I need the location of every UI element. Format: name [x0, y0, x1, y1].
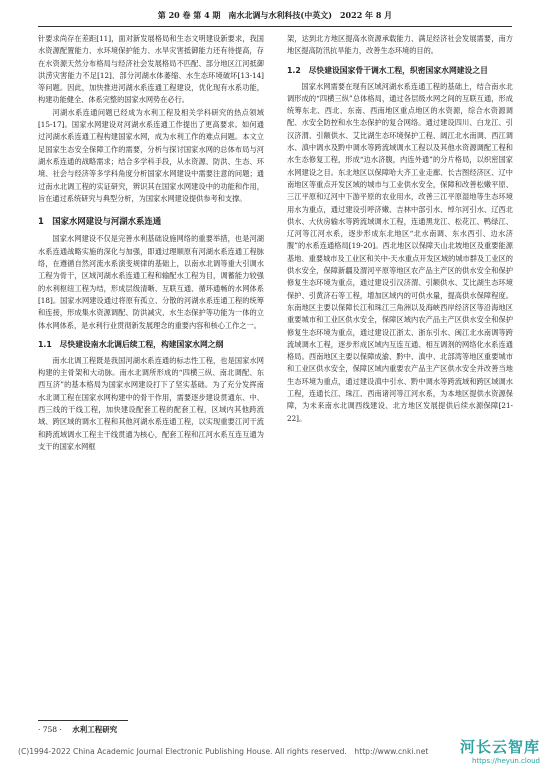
running-header: 第 20 卷 第 4 期 南水北调与水利科技(中英文) 2022 年 8 月	[157, 10, 393, 20]
watermark-logo: 河长云智库	[459, 738, 540, 756]
paragraph: 南水北调工程既是我国河湖水系连通的标志性工程，也是国家水网构建的主骨架和大动脉。南水北调所形成的“四横三纵、南北调配、东西互济”的基本格局为国家水网建设打下了坚实基础。为了充分发挥南水北调工程在国家水网构建中的骨干作用，需要逐步建设贯通东、中、西三线的干线工程，加快建设配套工程的配套工程，区域内其他跨流域、跨区域的调水工程和其他河湖水系连通工程，以实现重要江河干流和跨流域调水工程主干线贯通为核心，配套工程和江河水系互连互通为支干的国家水网框	[38, 355, 264, 451]
paragraph: 针要求尚存在差距[11]，面对新发展格局和生态文明建设新要求，我国水资源配置能力、水环境保护能力、水旱灾害抵御能力还有待提高，存在水资源天然分布格局与经济社会发展格局不匹配、部分地区江河抵御洪涝灾害能力不足[12]、部分河湖水体萎缩、水生态环境破坏[13-14]等问题。因此，加快推进河湖水系连通工程建设，优化现有水系功能，构建功能健全、体系完整的国家水网势在必行。	[38, 34, 264, 105]
page-footer	[38, 724, 117, 735]
header-rule	[38, 26, 512, 27]
left-column	[38, 33, 264, 453]
paragraph: 架，达到北方地区提高水资源承载能力、满足经济社会发展需要，南方地区提高防汛抗旱能力，改善生态环境的目的。	[287, 34, 513, 56]
right-column	[287, 33, 513, 425]
journal-name: 水利工程研究	[72, 725, 118, 734]
paragraph: 国家水网需要在现有区域河湖水系连通工程的基础上，结合南水北调形成的“四横三纵”总体格局，通过各层级水网之间的互联互通，形成统筹东北、西北、东南、西南地区重点地区的水资源，综合水资源调配、水安全防控和水生态保护的复合网络。通过建设四川、白龙江、引汉济渭、引额供水、艾比湖生态环境保护工程、阔江北水南调、西江调水、滇中调水及黔中调水等跨流域调水工程以及其他水资源调配工程和水生态修复工程，形成“边水济腹，内连外通”的分片格局，以织密国家水网建设之目。东北地区以保障哈大齐工业走廊、长吉图经济区、辽中南地区等重点开发区域的城市与工业供水安全，保障和改善松嫩平原、三江平原和辽河中下游平原的农业用水，改善三江平原湿地等生态环境用水为重点，通过建设引呼济嫩、吉林中部引水、绰尔河引水、辽西北供水、大伙房输水等跨流域调水工程，连通黑龙江、松花江、鸭绿江、辽河等江河水系，逐步形成东北地区“北水南调、东水西引、边水济腹”的水系连通格局[19-20]。西北地区以保障天山北坡地区及重要能源基地、重要城市及工业区和关中-天水重点开发区域的城市群及工业区的供水安全，保障新疆及渭河平原等地区农产品主产区的供水安全和保护修复生态环境为重点，通过建设引汉济渭、引额供水、艾比湖生态环境保护、引黄济石等工程，增加区域内的可供水量，提高供水保障程度。东南地区主要以保障长江和珠江三角洲以及海峡西岸经济区等沿海地区重要城市和工业区供水安全，保障区域内农产品主产区供水安全和保护修复生态环境为重点，通过建设江浙太、浙东引水、闽江北水南调等跨流域调水工程，逐步形成区域内互连互通、相互调剂的网络化水系连通格局。西南地区主要以保障成渝、黔中、滇中、北部湾等地区重要城市和工业区供水安全，保障区域内重要农产品主产区供水安全并改善当地生态环境为重点，通过建设滇中引水、黔中调水等跨流域和跨区域调水工程，连通长江、珠江、西南诸河等江河水系，为本地区提供水资源保障，为未来南水北调西线建设、北方地区发展提供后续水源保障[21-22]。	[287, 81, 513, 423]
section-heading: 1 国家水网建设与河湖水系连通	[38, 216, 162, 227]
subsection-heading: 1.2 尽快建设国家骨干调水工程，织密国家水网建设之目	[287, 65, 488, 75]
page-number: · 758 ·	[38, 725, 62, 734]
watermark-url: https://heyun.cloud	[471, 757, 540, 765]
footer-rule	[38, 720, 128, 721]
paragraph: 河湖水系连通问题已经成为水利工程及相关学科研究的热点领域[15-17]。国家水网建设对河湖水系连通工作提出了更高要求。如何通过河湖水系连通工程构建国家水网，成为水利工作的难点问题。本文立足国家生态安全保障工作的需要，分析与探讨国家水网的总体布局与河湖水系连通的战略需求；结合多学科手段，从水资源、防洪、生态、环境、社会与经济等多学科角度分析国家水网建设中需要注意的问题；通过南水北调工程的实证研究，辨识其在国家水网建设中的功能和作用，旨在通过系统研究与典型分析，为国家水网建设提供参考和支撑。	[38, 107, 264, 203]
subsection-heading: 1.1 尽快建设南水北调后续工程，构建国家水网之纲	[38, 339, 224, 349]
copyright-line: (C)1994-2022 China Academic Journal Electronic Publishing House. All rights reserved. http://www.cnki.net	[18, 747, 429, 756]
watermark	[460, 736, 540, 765]
paragraph: 国家水网建设不仅是完善水利基础设施网络的重要举措，也是河湖水系连通战略实施的深化与加强，即通过理顺原有河湖水系连通工程脉络，在遵循自然河流水系演变规律的基础上，以南水北调等重大引调水工程为骨干，区域河湖水系连通工程和输配水工程为目，调蓄能力较强的水利枢纽工程为结，形成层级清晰、互联互通、循环通畅的水网体系[18]。国家水网建设通过将原有孤立、分散的河湖水系连通工程的统筹和连接，形成集水资源调配、防洪减灾、水生态保护等功能为一体的立体水网体系，是水利行业贯彻新发展理念的重要内容和核心工作之一。	[38, 234, 264, 330]
